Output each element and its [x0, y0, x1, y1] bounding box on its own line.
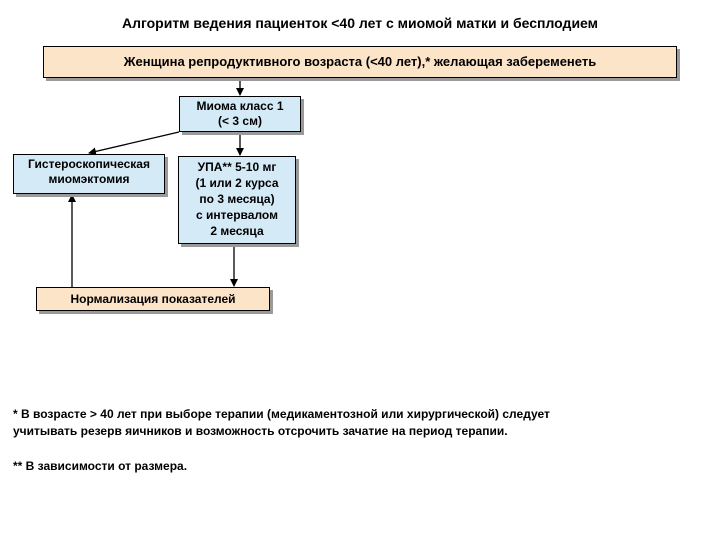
normalization-box: Нормализация показателей	[36, 287, 270, 311]
upa-dose-label: УПА** 5-10 мг	[197, 160, 277, 174]
myomectomy-label: миомэктомия	[48, 172, 130, 186]
footnote-age	[13, 406, 703, 440]
footnote-age-line2: учитывать резерв яичников и возможность отсрочить зачатие на период терапии.	[13, 424, 508, 438]
upa-interval-value: 2 месяца	[210, 224, 264, 238]
arrow-mioma-to-hysteroscopic	[89, 132, 179, 153]
footnote-size: ** В зависимости от размера.	[13, 459, 188, 473]
mioma-class-box	[179, 96, 301, 132]
hysteroscopic-myomectomy-box	[13, 154, 165, 194]
hysteroscopic-label: Гистероскопическая	[28, 157, 150, 171]
mioma-size-label: (< 3 см)	[218, 114, 262, 128]
woman-box: Женщина репродуктивного возраста (<40 лет),* желающая забеременеть	[43, 46, 677, 78]
upa-interval-label: с интервалом	[196, 208, 278, 222]
diagram-title: Алгоритм ведения пациенток <40 лет с миомой матки и бесплодием	[121, 15, 599, 31]
upa-therapy-box	[178, 156, 296, 244]
upa-courses-label: (1 или 2 курса	[195, 176, 279, 190]
mioma-class-label: Миома класс 1	[196, 99, 284, 113]
footnote-age-line1: * В возрасте > 40 лет при выборе терапии (медикаментозной или хирургической) следует	[13, 407, 550, 421]
upa-duration-label: по 3 месяца)	[199, 192, 275, 206]
